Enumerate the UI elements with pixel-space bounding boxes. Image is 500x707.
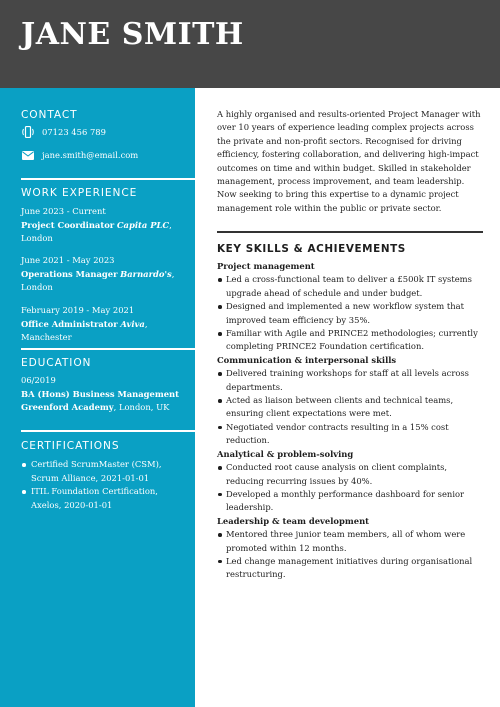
summary-text: A highly organised and results-oriented Project Manager with over 10 years of experience leading complex projects across the private and non-profit sectors. Recognised for driving efficiency, fostering collaboration, and delivering high-impact outcomes on time and within budget. Skilled in stakeholder management, process improvement, and team leadership. Now seeking to bring this expertise to a dynamic project management role within the public or private sector.	[217, 109, 481, 213]
certifications-heading: CERTIFICATIONS	[21, 440, 120, 452]
job-location: , London	[21, 268, 175, 292]
candidate-name: JANE SMITH	[21, 17, 244, 52]
certification-item: Certified ScrumMaster (CSM), Scrum Alliance, 2021-01-01	[21, 458, 181, 485]
skill-group-title: Project management	[217, 261, 315, 271]
skill-item: Led change management initiatives during organisational restructuring.	[217, 555, 485, 582]
job-location: , London	[21, 219, 172, 243]
certifications-list	[21, 458, 181, 512]
education-heading: EDUCATION	[21, 357, 92, 369]
job-entry	[21, 254, 191, 295]
skill-item: Conducted root cause analysis on client complaints, reducing recurring issues by 40%.	[217, 461, 485, 488]
skill-item: Negotiated vendor contracts resulting in a 15% cost reduction.	[217, 421, 485, 448]
profile-summary	[217, 108, 483, 215]
education-date: 06/2019	[21, 375, 56, 385]
divider	[217, 231, 483, 233]
skill-group-title: Analytical & problem-solving	[217, 448, 354, 459]
skills-section	[217, 260, 485, 582]
envelope-icon	[21, 149, 35, 161]
email-address[interactable]: jane.smith@email.com	[42, 150, 139, 160]
job-title: Office Administrator	[21, 318, 118, 329]
mobile-phone-icon	[21, 126, 35, 138]
skill-group-title: Leadership & team development	[217, 515, 370, 526]
work-experience-heading: WORK EXPERIENCE	[21, 187, 138, 199]
job-dates: June 2021 - May 2023	[21, 255, 115, 265]
education-location: , London, UK	[113, 402, 170, 412]
skills-heading: KEY SKILLS & ACHIEVEMENTS	[217, 243, 406, 255]
skill-group-title: Communication & interpersonal skills	[217, 354, 397, 365]
skill-item: Developed a monthly performance dashboard for senior leadership.	[217, 488, 485, 515]
divider	[21, 430, 195, 432]
divider	[21, 178, 195, 180]
job-company: Barnardo's	[120, 268, 172, 279]
education-degree: BA (Hons) Business Management	[21, 388, 180, 399]
phone-number[interactable]: 07123 456 789	[42, 127, 106, 137]
skill-item: Designed and implemented a new workflow system that improved team efficiency by 35%.	[217, 300, 485, 327]
education-entry	[21, 374, 191, 415]
header-banner	[0, 0, 500, 88]
divider	[21, 348, 195, 350]
job-company: Capita PLC	[116, 219, 170, 230]
certification-item: ITIL Foundation Certification, Axelos, 2020-01-01	[21, 485, 181, 512]
job-location: , Manchester	[21, 318, 148, 342]
skill-item: Acted as liaison between clients and technical teams, ensuring client expectations were met.	[217, 394, 485, 421]
contact-email	[21, 149, 138, 161]
job-company: Aviva	[120, 318, 145, 329]
job-title: Operations Manager	[21, 268, 118, 279]
job-dates: June 2023 - Current	[21, 206, 106, 216]
skill-item: Led a cross-functional team to deliver a £500k IT systems upgrade ahead of schedule and under budget.	[217, 273, 485, 300]
job-entry	[21, 205, 191, 246]
job-entry	[21, 304, 191, 345]
skill-item: Delivered training workshops for staff at all levels across departments.	[217, 367, 485, 394]
contact-phone	[21, 126, 106, 138]
education-school: Greenford Academy	[21, 402, 114, 412]
contact-heading: CONTACT	[21, 109, 78, 121]
job-dates: February 2019 - May 2021	[21, 305, 135, 315]
sidebar	[0, 88, 195, 707]
job-title: Project Coordinator	[21, 219, 115, 230]
skill-item: Mentored three junior team members, all of whom were promoted within 12 months.	[217, 528, 485, 555]
skill-item: Familiar with Agile and PRINCE2 methodologies; currently completing PRINCE2 Foundation certification.	[217, 327, 485, 354]
